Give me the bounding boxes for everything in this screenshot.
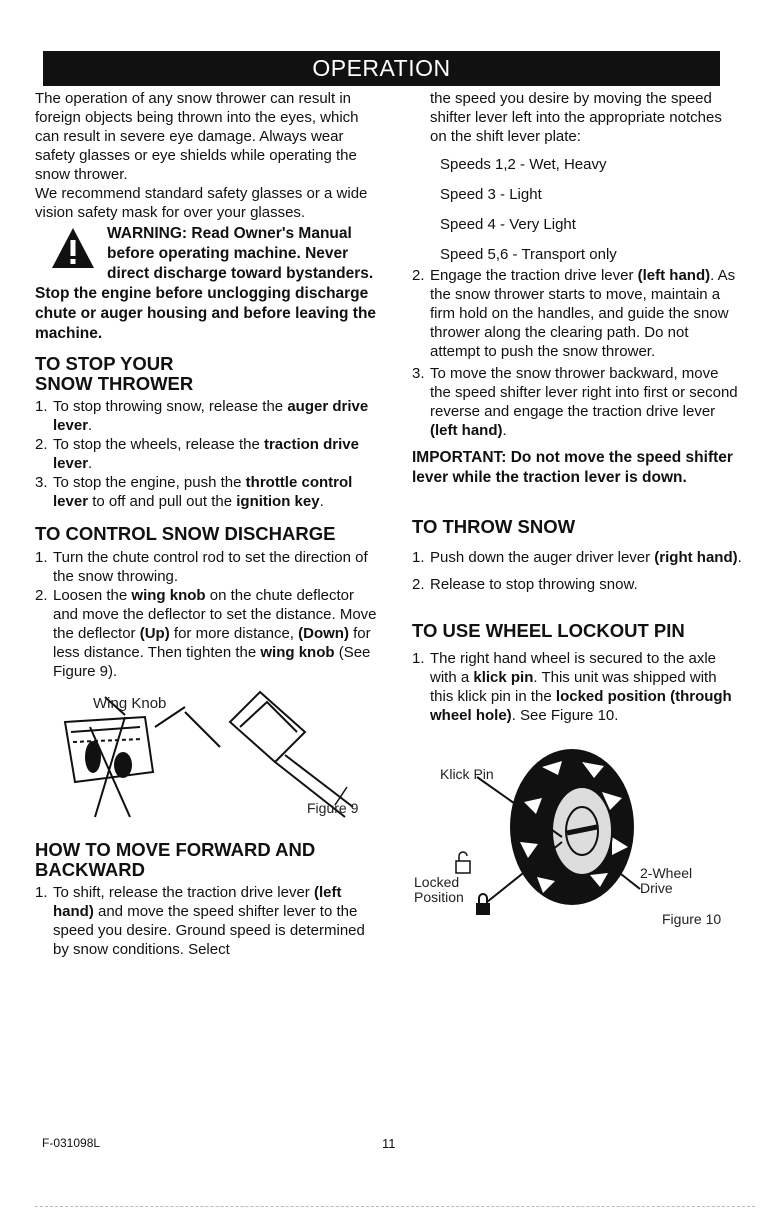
step-bold: wing knob — [260, 644, 335, 661]
step-bold: (Down) — [298, 625, 349, 642]
lockout-steps — [412, 649, 742, 725]
move-step — [35, 883, 380, 959]
step-text: . See Figure 10. — [511, 707, 619, 724]
page-number: 11 — [382, 1136, 396, 1151]
step-text: To move the snow thrower backward, move the speed shifter lever right into first or second reverse and engage the traction drive lever — [430, 365, 738, 420]
step-number: 2. — [412, 576, 425, 593]
step-bold: klick pin — [473, 669, 534, 686]
stop-step — [35, 435, 380, 473]
figure-10-caption: Figure 10 — [662, 911, 722, 927]
step-bold: throttle control lever — [53, 474, 353, 510]
section-banner: OPERATION — [43, 51, 720, 86]
step-text: To stop the wheels, release the — [53, 436, 260, 453]
figure-9 — [35, 687, 380, 832]
step-number: 1. — [412, 650, 425, 667]
stop-heading — [35, 354, 380, 394]
step-number: 1. — [35, 398, 48, 415]
step-number: 3. — [35, 474, 48, 491]
step-text: Turn the chute control rod to set the direction of the snow throwing. — [53, 549, 368, 585]
drive-label-line1: 2-Wheel — [640, 865, 693, 881]
page-bottom-rule — [35, 1206, 755, 1207]
figure-9-caption: Figure 9 — [307, 800, 359, 816]
wing-knob-label: Wing Knob — [93, 695, 167, 712]
important-note: IMPORTANT: Do not move the speed shifter lever while the traction lever is down. — [412, 449, 733, 486]
step-after: . — [319, 493, 324, 510]
step-text: . This unit was shipped with this klick pin in the — [430, 669, 717, 705]
step-text: . As the snow thrower starts to move, maintain a firm hold on the handles, and guide the snow thrower along the clearing path. Do not attempt to push the snow thrower. — [430, 267, 736, 360]
step-text: . — [737, 549, 742, 566]
step-text: . — [502, 422, 507, 439]
speed-item: Speed 3 - Light — [440, 186, 542, 203]
figure-10 — [412, 747, 742, 967]
step-text: To stop throwing snow, release the — [53, 398, 284, 415]
throw-heading: TO THROW SNOW — [412, 516, 576, 537]
step-bold: ignition key — [236, 493, 320, 510]
step-text: (See Figure 9). — [53, 644, 371, 680]
locked-position-label — [414, 875, 464, 905]
move-step — [412, 364, 742, 440]
padlock-icon — [476, 894, 490, 915]
stop-heading-line1: TO STOP YOUR — [35, 353, 174, 374]
throw-steps — [412, 548, 742, 594]
step-bold: (left hand) — [53, 884, 342, 920]
move-steps-cont — [412, 266, 742, 440]
step-after: . — [88, 417, 93, 434]
stop-steps — [35, 397, 380, 511]
step-number: 1. — [412, 549, 425, 566]
speed-item: Speeds 1,2 - Wet, Heavy — [440, 156, 607, 173]
discharge-step — [35, 548, 380, 586]
drive-label-line2: Drive — [640, 880, 673, 896]
move-heading-line1: HOW TO MOVE FORWARD AND — [35, 839, 316, 860]
step-text: Engage the traction drive lever — [430, 267, 634, 284]
throw-step — [412, 575, 742, 594]
intro-recommendation: We recommend standard safety glasses or a wide vision safety mask for over your glasses. — [35, 185, 368, 221]
right-column — [412, 89, 742, 967]
document-code: F-031098L — [42, 1136, 101, 1150]
stop-step — [35, 473, 380, 511]
lockout-step — [412, 649, 742, 725]
step-number: 3. — [412, 365, 425, 382]
two-wheel-drive-label — [640, 866, 692, 896]
step-bold: traction drive lever — [53, 436, 359, 472]
step-bold: (left hand) — [430, 422, 503, 439]
step-text: for more distance, — [173, 625, 294, 642]
padlock-open-icon — [456, 852, 470, 873]
step-bold: (Up) — [139, 625, 170, 642]
step-text: To shift, release the traction drive lever — [53, 884, 310, 901]
move-steps — [35, 883, 380, 959]
speed-item: Speed 5,6 - Transport only — [440, 246, 617, 263]
move-heading — [35, 840, 380, 880]
step-text: and move the speed shifter lever to the speed you desire. Ground speed is determined by snow conditions. Select — [53, 903, 365, 958]
step-number: 2. — [412, 267, 425, 284]
step-bold: auger drive lever — [53, 398, 369, 434]
step-text: Loosen the — [53, 587, 128, 604]
left-column — [35, 89, 380, 959]
stop-heading-line2: SNOW THROWER — [35, 373, 194, 394]
throw-step — [412, 548, 742, 567]
step-bold: (right hand) — [654, 549, 738, 566]
speed-item: Speed 4 - Very Light — [440, 216, 576, 233]
stop-step — [35, 397, 380, 435]
lockout-heading: TO USE WHEEL LOCKOUT PIN — [412, 620, 685, 641]
discharge-steps — [35, 548, 380, 681]
step-bold: wing knob — [131, 587, 206, 604]
step-text: to off and pull out the — [92, 493, 233, 510]
warning-block — [35, 224, 380, 344]
klick-pin-label: Klick Pin — [440, 766, 494, 782]
discharge-step — [35, 586, 380, 681]
step-text: To stop the engine, push the — [53, 474, 242, 491]
warning-text: WARNING: Read Owner's Manual before operating machine. Never direct discharge toward bystanders. Stop the engine before unclogging discharge chute or auger housing and before leaving the machine. — [35, 225, 377, 342]
step-number: 2. — [35, 436, 48, 453]
move-step — [412, 266, 742, 361]
discharge-heading: TO CONTROL SNOW DISCHARGE — [35, 523, 336, 544]
warning-triangle-icon — [51, 226, 95, 270]
step-text: on the chute deflector and move the deflector to set the distance. Move the deflector — [53, 587, 377, 642]
step-number: 2. — [35, 587, 48, 604]
speed-list — [412, 155, 742, 264]
step-number: 1. — [35, 884, 48, 901]
intro-paragraph: The operation of any snow thrower can result in foreign objects being thrown into the eyes, which can result in severe eye damage. Always wear safety glasses or eye shields while operating the snow thrower. — [35, 90, 359, 183]
step-text: Push down the auger driver lever — [430, 549, 651, 566]
speed-continuation: the speed you desire by moving the speed shifter lever left into the appropriate notches on the shift lever plate: — [430, 90, 722, 145]
step-bold: (left hand) — [637, 267, 711, 284]
step-bold: locked position (through wheel hole) — [430, 688, 732, 724]
step-text: for less distance. Then tighten the — [53, 625, 371, 661]
locked-label-line1: Locked — [414, 874, 460, 890]
step-after: . — [88, 455, 93, 472]
step-number: 1. — [35, 549, 48, 566]
step-text: The right hand wheel is secured to the axle with a — [430, 650, 717, 686]
locked-label-line2: Position — [414, 889, 464, 905]
step-text: Release to stop throwing snow. — [430, 576, 638, 593]
move-heading-line2: BACKWARD — [35, 859, 145, 880]
